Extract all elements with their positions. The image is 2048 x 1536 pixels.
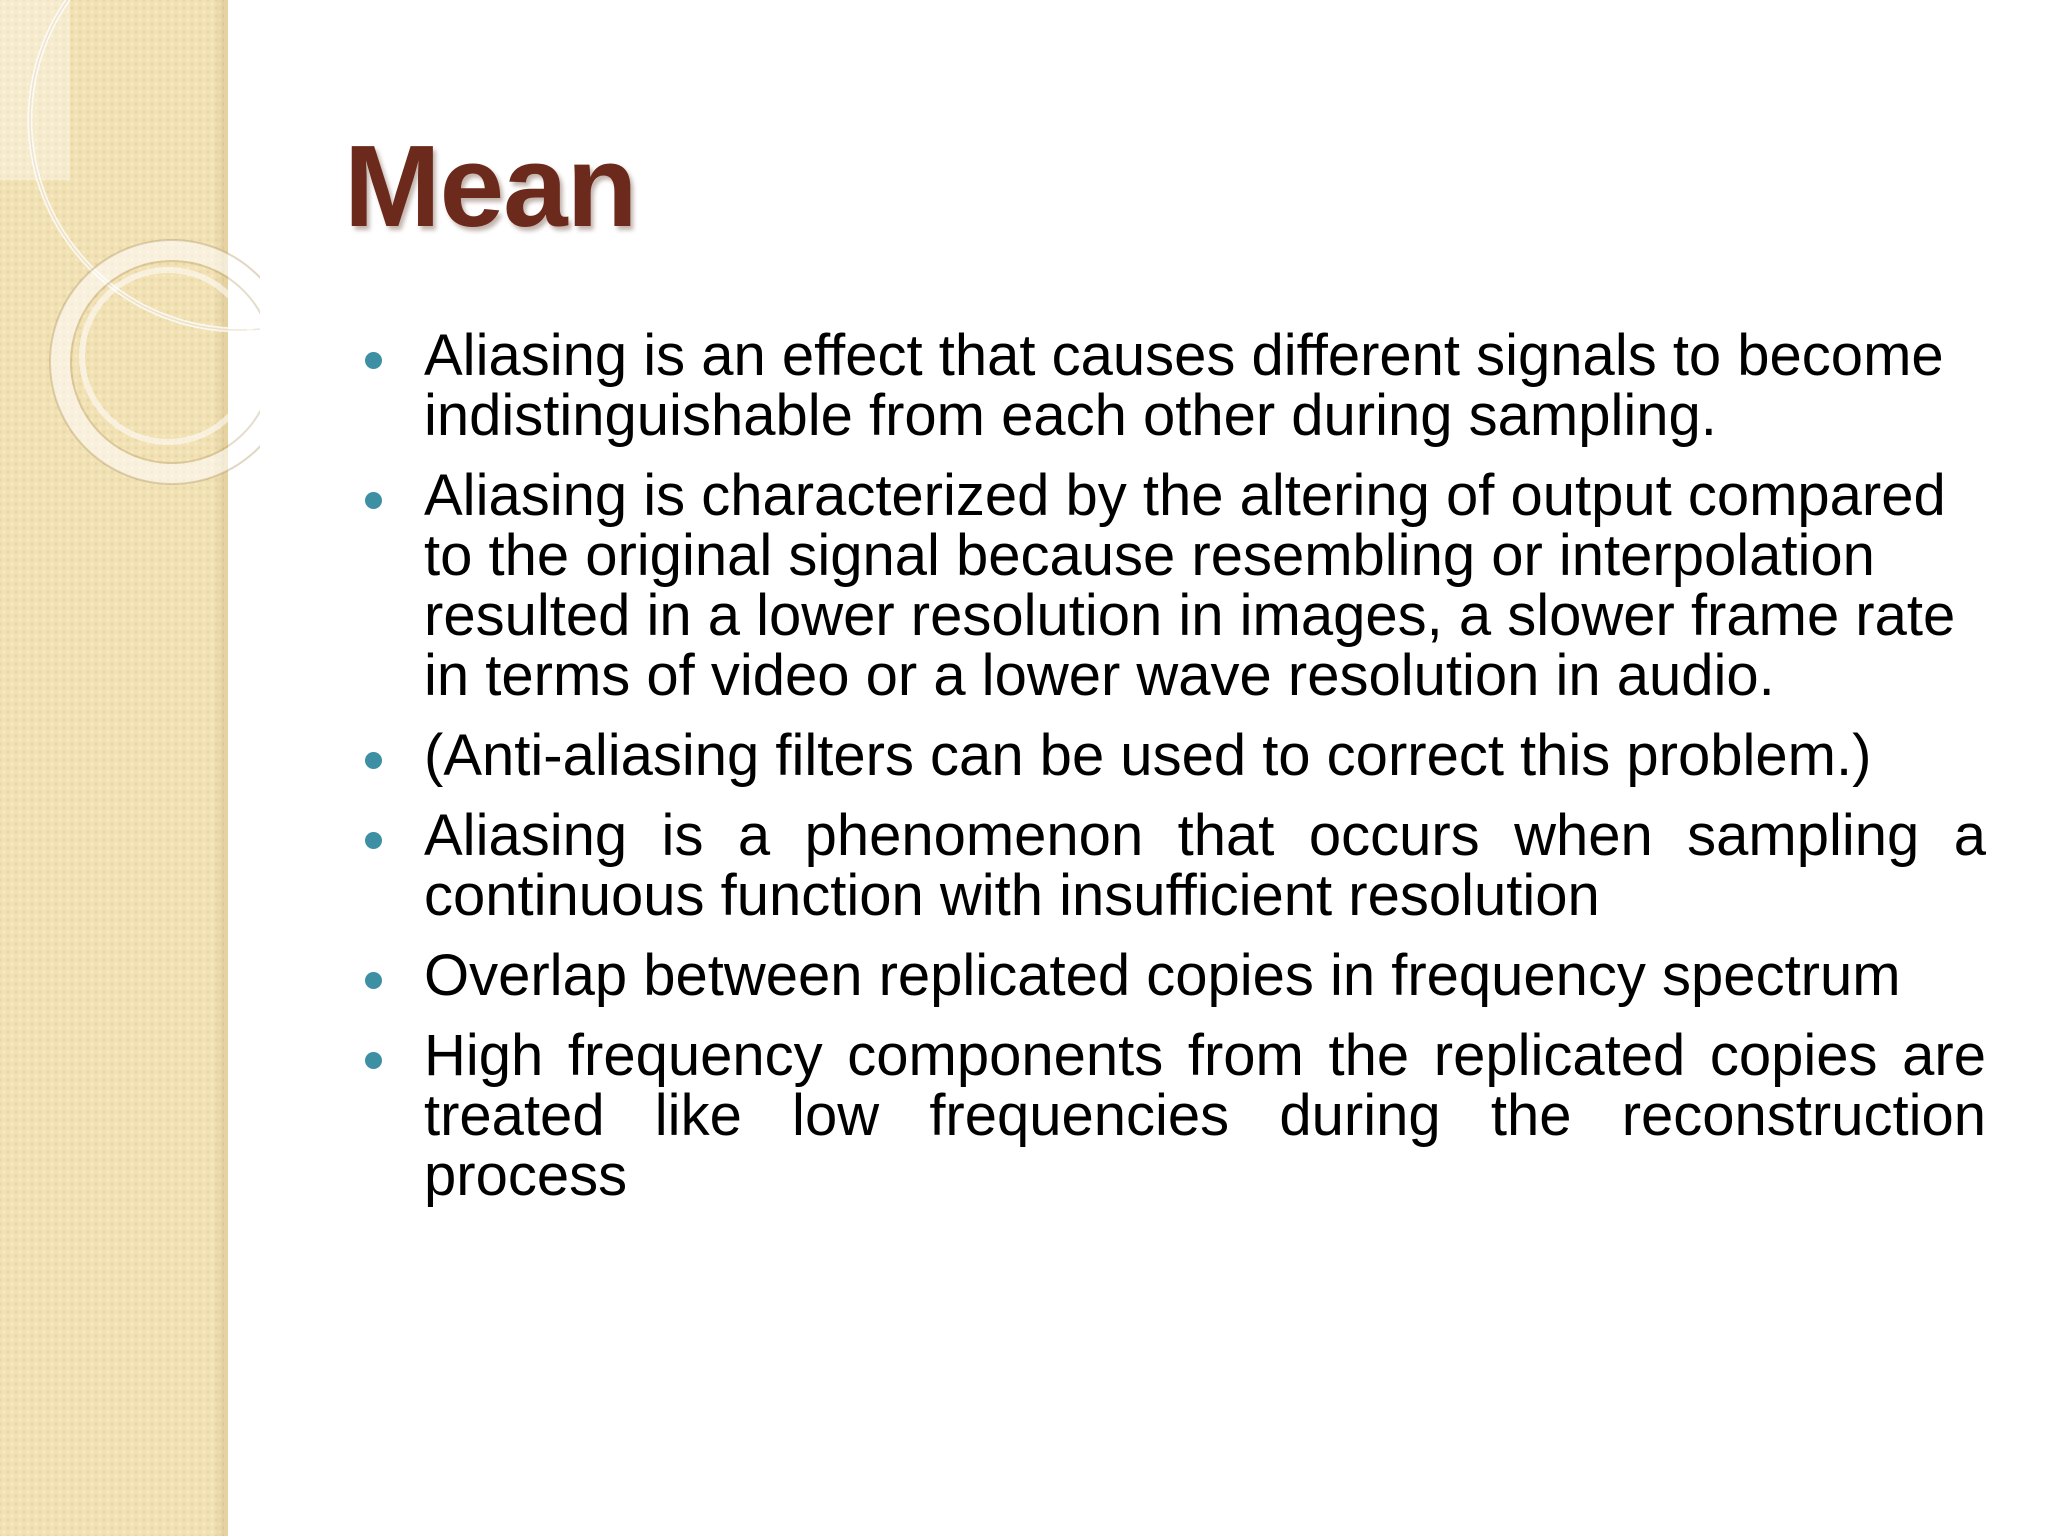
bullet-marker-icon <box>365 1052 382 1069</box>
bullet-list <box>340 323 1986 1226</box>
bullet-marker-icon <box>365 352 382 369</box>
bullet-item <box>340 463 1986 708</box>
rings-decoration-icon <box>0 0 260 520</box>
bullet-marker-icon <box>365 492 382 509</box>
bullet-text: Aliasing is a phenomenon that occurs when sampling a continuous function with insufficient resolution <box>424 803 1986 928</box>
bullet-marker-icon <box>365 832 382 849</box>
bullet-marker-icon <box>365 752 382 769</box>
thick-ring-inner-edge <box>71 261 260 463</box>
bullet-marker-icon <box>365 972 382 989</box>
bullet-text: Overlap between replicated copies in frequency spectrum <box>424 943 1901 1008</box>
bullet-item <box>340 723 1986 788</box>
bullet-item <box>340 1023 1986 1208</box>
bullet-item <box>340 943 1986 1008</box>
bullet-item <box>340 323 1986 448</box>
bullet-text: Aliasing is characterized by the altering of output compared to the original signal because resembling or interpolation resulted in a lower resolution in images, a slower frame rate in terms of video or a lower wave resolution in audio. <box>424 463 1956 708</box>
inner-ring <box>82 270 254 442</box>
bullet-text: (Anti-aliasing filters can be used to correct this problem.) <box>424 723 1872 788</box>
bullet-item <box>340 803 1986 928</box>
bullet-text: Aliasing is an effect that causes different signals to become indistinguishable from each other during sampling. <box>424 323 1944 448</box>
slide-title: Mean <box>344 121 637 251</box>
bullet-text: High frequency components from the replicated copies are treated like low frequencies during the reconstruction process <box>424 1023 1986 1208</box>
